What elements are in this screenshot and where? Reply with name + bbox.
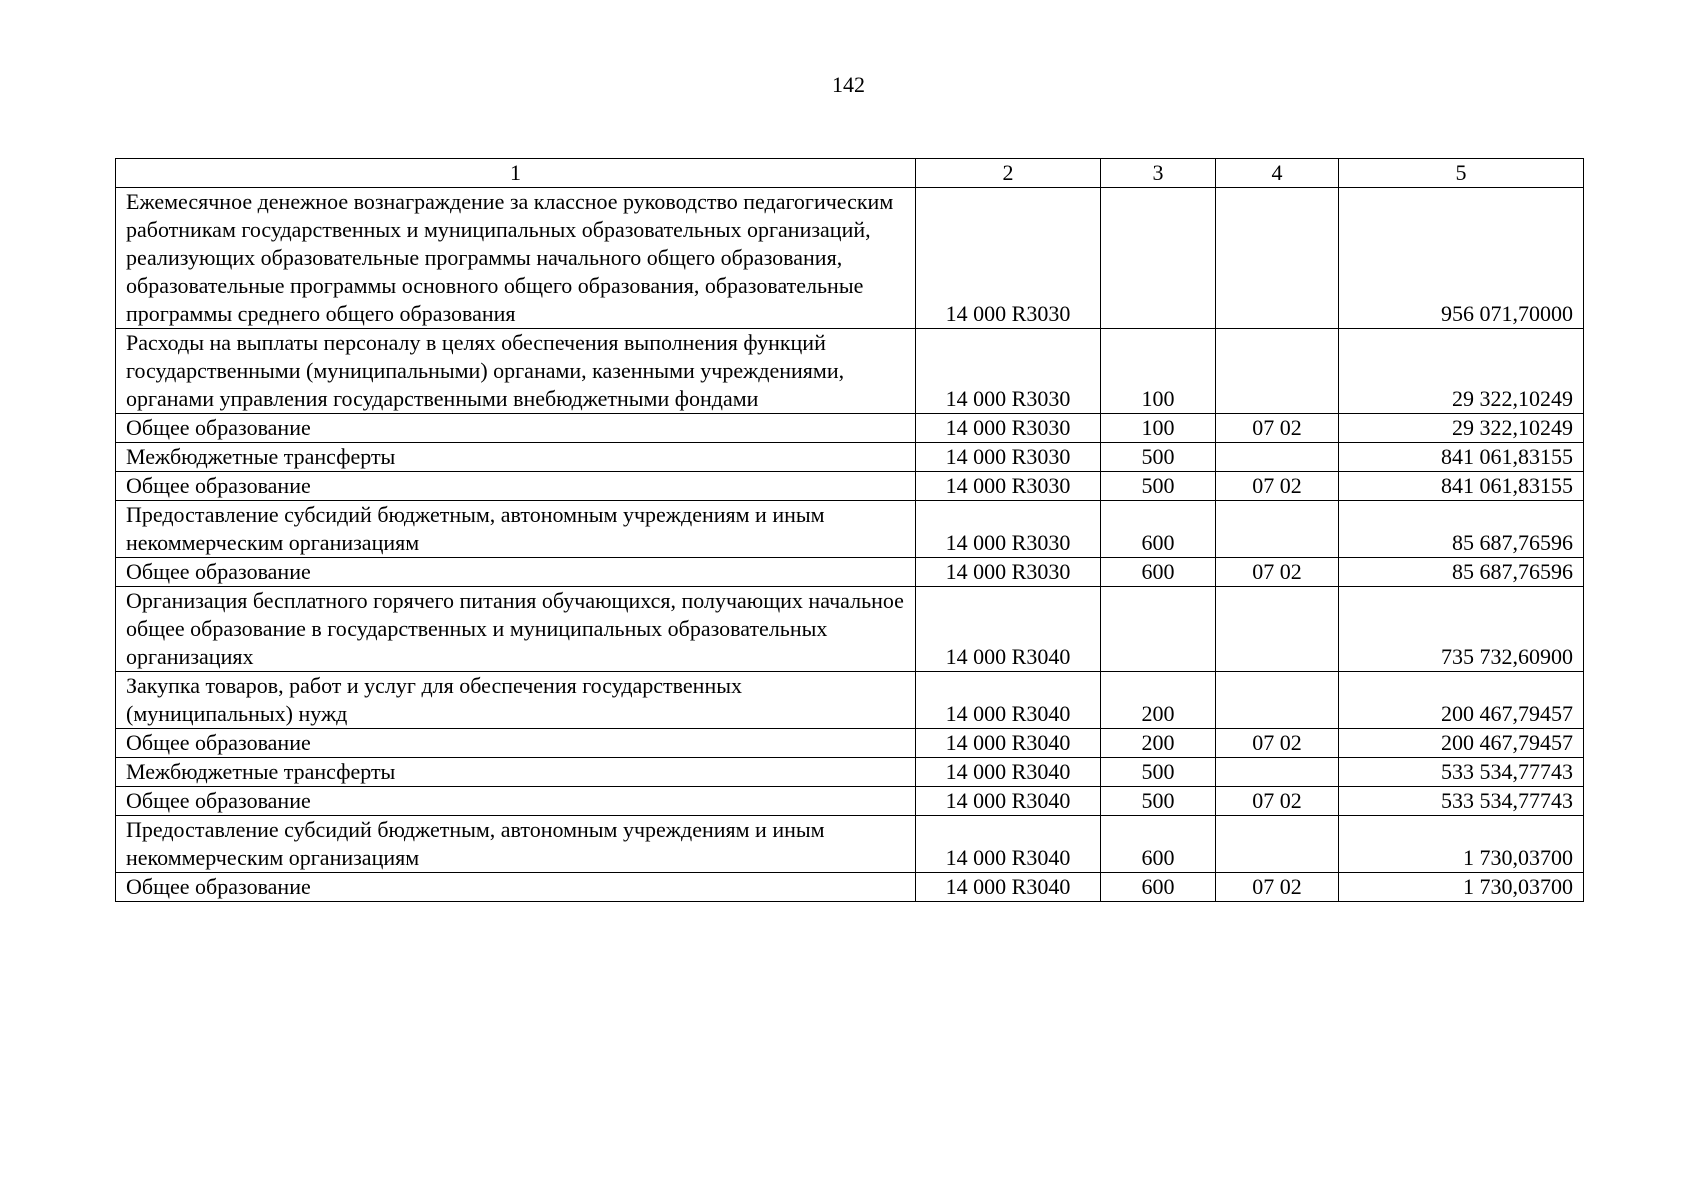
expense-name: Общее образование	[116, 729, 916, 758]
table-row	[116, 787, 1584, 816]
section-subsection	[1216, 443, 1339, 472]
section-subsection	[1216, 816, 1339, 873]
target-article-code: 14 000 R3030	[916, 558, 1101, 587]
amount: 85 687,76596	[1339, 501, 1584, 558]
amount: 29 322,10249	[1339, 329, 1584, 414]
section-subsection: 07 02	[1216, 414, 1339, 443]
expense-type: 100	[1101, 329, 1216, 414]
section-subsection: 07 02	[1216, 729, 1339, 758]
table-row	[116, 873, 1584, 902]
target-article-code: 14 000 R3030	[916, 188, 1101, 329]
expense-name: Расходы на выплаты персоналу в целях обеспечения выполнения функций государственными (муниципальными) органами, казенными учреждениями, органами управления государственными внебюджетными фондами	[116, 329, 916, 414]
amount: 956 071,70000	[1339, 188, 1584, 329]
amount: 200 467,79457	[1339, 729, 1584, 758]
section-subsection	[1216, 501, 1339, 558]
expense-type: 500	[1101, 758, 1216, 787]
expense-name: Закупка товаров, работ и услуг для обеспечения государственных (муниципальных) нужд	[116, 672, 916, 729]
table-row	[116, 587, 1584, 672]
amount: 1 730,03700	[1339, 873, 1584, 902]
expense-type: 600	[1101, 558, 1216, 587]
expense-type: 200	[1101, 729, 1216, 758]
amount: 735 732,60900	[1339, 587, 1584, 672]
target-article-code: 14 000 R3030	[916, 414, 1101, 443]
expense-name: Предоставление субсидий бюджетным, автономным учреждениям и иным некоммерческим организациям	[116, 501, 916, 558]
amount: 533 534,77743	[1339, 758, 1584, 787]
section-subsection	[1216, 188, 1339, 329]
table-header-row	[116, 159, 1584, 188]
expense-name: Общее образование	[116, 414, 916, 443]
table-row	[116, 443, 1584, 472]
expense-name: Ежемесячное денежное вознаграждение за классное руководство педагогическим работникам государственных и муниципальных образовательных организаций, реализующих образовательные программы начального общего образования, образовательные программы основного общего образования, образовательные программы среднего общего образования	[116, 188, 916, 329]
table-row	[116, 816, 1584, 873]
section-subsection	[1216, 329, 1339, 414]
table-row	[116, 672, 1584, 729]
expense-type	[1101, 188, 1216, 329]
section-subsection	[1216, 672, 1339, 729]
expense-name: Организация бесплатного горячего питания обучающихся, получающих начальное общее образование в государственных и муниципальных образовательных организациях	[116, 587, 916, 672]
amount: 29 322,10249	[1339, 414, 1584, 443]
target-article-code: 14 000 R3040	[916, 873, 1101, 902]
amount: 841 061,83155	[1339, 472, 1584, 501]
amount: 533 534,77743	[1339, 787, 1584, 816]
target-article-code: 14 000 R3040	[916, 758, 1101, 787]
header-cell-1: 1	[116, 159, 916, 188]
expense-name: Общее образование	[116, 472, 916, 501]
target-article-code: 14 000 R3040	[916, 816, 1101, 873]
header-cell-2: 2	[916, 159, 1101, 188]
expense-name: Общее образование	[116, 558, 916, 587]
target-article-code: 14 000 R3040	[916, 729, 1101, 758]
header-cell-5: 5	[1339, 159, 1584, 188]
expense-type: 500	[1101, 443, 1216, 472]
expense-type: 500	[1101, 787, 1216, 816]
amount: 841 061,83155	[1339, 443, 1584, 472]
target-article-code: 14 000 R3040	[916, 787, 1101, 816]
table-row	[116, 188, 1584, 329]
target-article-code: 14 000 R3030	[916, 501, 1101, 558]
target-article-code: 14 000 R3040	[916, 587, 1101, 672]
table-row	[116, 758, 1584, 787]
expense-type: 600	[1101, 501, 1216, 558]
target-article-code: 14 000 R3040	[916, 672, 1101, 729]
section-subsection: 07 02	[1216, 787, 1339, 816]
expense-type: 100	[1101, 414, 1216, 443]
page-number: 142	[832, 72, 865, 97]
section-subsection	[1216, 587, 1339, 672]
section-subsection: 07 02	[1216, 873, 1339, 902]
budget-table	[115, 158, 1584, 902]
expense-name: Общее образование	[116, 787, 916, 816]
table-row	[116, 414, 1584, 443]
target-article-code: 14 000 R3030	[916, 472, 1101, 501]
target-article-code: 14 000 R3030	[916, 329, 1101, 414]
expense-type	[1101, 587, 1216, 672]
header-cell-3: 3	[1101, 159, 1216, 188]
amount: 1 730,03700	[1339, 816, 1584, 873]
table-row	[116, 729, 1584, 758]
expense-type: 600	[1101, 873, 1216, 902]
amount: 200 467,79457	[1339, 672, 1584, 729]
amount: 85 687,76596	[1339, 558, 1584, 587]
expense-type: 600	[1101, 816, 1216, 873]
table-row	[116, 501, 1584, 558]
table-row	[116, 472, 1584, 501]
expense-name: Предоставление субсидий бюджетным, автономным учреждениям и иным некоммерческим организациям	[116, 816, 916, 873]
section-subsection	[1216, 758, 1339, 787]
expense-name: Межбюджетные трансферты	[116, 758, 916, 787]
expense-type: 200	[1101, 672, 1216, 729]
expense-name: Общее образование	[116, 873, 916, 902]
expense-type: 500	[1101, 472, 1216, 501]
expense-name: Межбюджетные трансферты	[116, 443, 916, 472]
section-subsection: 07 02	[1216, 472, 1339, 501]
target-article-code: 14 000 R3030	[916, 443, 1101, 472]
table-row	[116, 558, 1584, 587]
header-cell-4: 4	[1216, 159, 1339, 188]
section-subsection: 07 02	[1216, 558, 1339, 587]
table-row	[116, 329, 1584, 414]
